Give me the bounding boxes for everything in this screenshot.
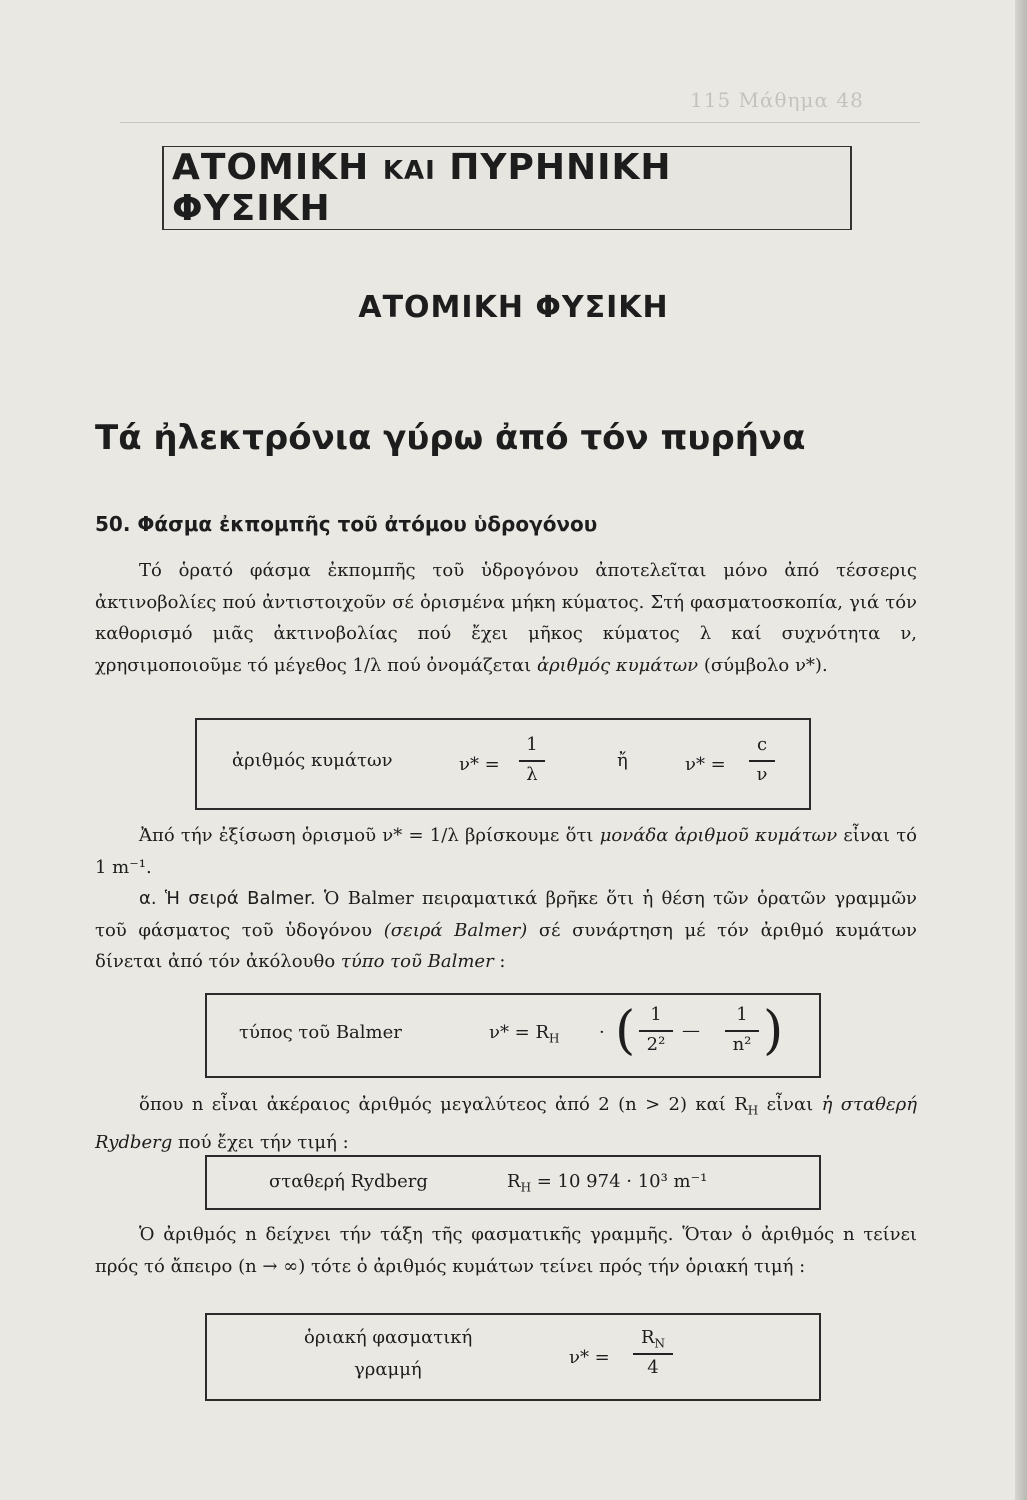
paragraph-balmer	[95, 883, 917, 978]
para1-italic: ἀριθμός κυμάτων	[536, 654, 699, 676]
wavenumber-equation-box	[195, 718, 811, 810]
paragraph-limit: Ὁ ἀριθμός n δείχνει τήν τάξη τῆς φασματικῆς γραμμῆς. Ὅταν ὁ ἀριθμός n τείνει πρός τό ἄπειρο (n → ∞) τότε ὁ ἀριθμός κυμάτων τείνει πρός τήν ὁριακή τιμή :	[95, 1224, 917, 1277]
eq1-or: ἤ	[617, 750, 628, 771]
para3-prefix: α. Ἡ σειρά Balmer.	[139, 888, 316, 909]
para1-tail: (σύμβολο ν*).	[698, 654, 828, 676]
para4-text2: εἶναι	[758, 1094, 822, 1115]
para3-tail: :	[493, 951, 506, 972]
fraction-bar	[749, 760, 775, 762]
eq2-den1: 2²	[646, 1033, 666, 1055]
fraction-bar	[519, 760, 545, 762]
balmer-equation-box	[205, 993, 821, 1078]
chapter-banner	[162, 146, 852, 230]
eq1-num1: 1	[526, 734, 538, 755]
right-paren: )	[763, 1001, 784, 1061]
eq1-fraction2	[749, 734, 775, 788]
para2-text: Ἀπό τήν ἐξίσωση ὁρισμοῦ ν* = 1/λ βρίσκουμε ὅτι	[139, 825, 600, 846]
eq4-label-line2: γραμμή	[354, 1359, 422, 1380]
para1-text: Τό ὁρατό φάσμα ἐκπομπῆς τοῦ ὑδρογόνου ἀποτελεῖται μόνο ἀπό τέσσερις ἀκτινοβολίες πού ἀντιστοιχοῦν σέ ὁρισμένα μήκη κύματος. Στή φασματοσκοπία, γιά τόν καθορισμό μιᾶς ἀκτινοβολίας πού ἔχει μῆκος κύματος λ καί συχνότητα ν, χρησιμοποιοῦμε τό μέγεθος 1/λ πού ὀνομάζεται	[95, 560, 917, 676]
subsection-title: 50. Φάσμα ἐκπομπῆς τοῦ ἀτόμου ὑδρογόνου	[95, 512, 598, 536]
eq3-value-tail: = 10 974 · 10³ m⁻¹	[531, 1171, 708, 1192]
eq2-num1: 1	[650, 1004, 662, 1025]
eq3-value	[507, 1171, 707, 1195]
eq1-lhs2: ν* =	[685, 754, 726, 775]
eq4-num-text: R	[640, 1327, 655, 1348]
para3-text: Ὁ Balmer πειραματικά βρῆκε ὅτι ἡ θέση τῶν ὁρατῶν γραμμῶν τοῦ φάσματος τοῦ ὑδογόνου	[95, 888, 917, 941]
banner-title	[164, 147, 850, 229]
paragraph-intro	[95, 555, 917, 681]
banner-title-part2: ΚΑΙ	[382, 156, 436, 186]
eq3-value-sub: H	[520, 1180, 532, 1195]
eq3-value-text: R	[507, 1171, 521, 1192]
eq2-den2: n²	[732, 1033, 752, 1055]
para4-sub: H	[747, 1103, 759, 1118]
eq1-num2: c	[756, 734, 768, 755]
eq4-num	[633, 1327, 673, 1351]
eq3-label: σταθερή Rydberg	[269, 1171, 428, 1192]
left-paren: (	[615, 1001, 636, 1061]
limit-equation-box	[205, 1313, 821, 1401]
eq1-den2: ν	[756, 763, 768, 785]
paragraph-rydberg	[95, 1089, 917, 1159]
eq2-minus: —	[682, 1020, 700, 1041]
para4-tail: πού ἔχει τήν τιμή :	[172, 1132, 349, 1154]
chapter-title: Τά ἠλεκτρόνια γύρω ἀπό τόν πυρήνα	[95, 418, 806, 458]
section-title: ΑΤΟΜΙΚΗ ΦΥΣΙΚΗ	[358, 290, 669, 325]
para3-text2: σέ συνάρτηση μέ τόν ἀριθμό κυμάτων δίνεται ἀπό τόν ἀκόλουθο	[95, 919, 917, 972]
eq1-fraction1	[519, 734, 545, 788]
page-edge	[1015, 0, 1027, 1500]
banner-title-part3: ΠΥΡΗΝΙΚΗ ΦΥΣΙΚΗ	[172, 147, 672, 229]
eq4-den: 4	[647, 1356, 659, 1378]
eq1-lhs1: ν* =	[459, 754, 500, 775]
header-rule	[120, 122, 920, 123]
eq2-lhs-sub: H	[549, 1031, 560, 1046]
para3-italic: (σειρά Balmer)	[383, 919, 528, 941]
eq4-label-line1: ὁριακή φασματική	[304, 1327, 473, 1348]
fraction-bar	[639, 1030, 673, 1032]
fraction-bar	[725, 1030, 759, 1032]
eq4-num-sub: N	[654, 1336, 666, 1351]
para4-text: ὅπου n εἶναι ἀκέραιος ἀριθμός μεγαλύτεος ἀπό 2 (n > 2) καί R	[139, 1094, 748, 1115]
eq2-lhs	[489, 1022, 560, 1046]
eq2-lhs-text: ν* = R	[489, 1022, 550, 1043]
eq1-label: ἀριθμός κυμάτων	[232, 750, 393, 771]
para2-italic: μονάδα ἀριθμοῦ κυμάτων	[599, 825, 838, 846]
banner-title-part1: ΑΤΟΜΙΚΗ	[172, 147, 383, 188]
eq4-fraction	[633, 1327, 673, 1381]
eq2-fraction1	[639, 1004, 673, 1058]
eq2-fraction2	[725, 1004, 759, 1058]
para3-italic2: τύπο τοῦ Balmer	[340, 951, 494, 972]
para2-tail: εἶναι τό 1 m⁻¹.	[95, 825, 917, 878]
eq1-den1: λ	[526, 763, 538, 785]
eq2-num2: 1	[736, 1004, 748, 1025]
eq2-label: τύπος τοῦ Balmer	[239, 1022, 402, 1043]
fraction-bar	[633, 1353, 673, 1355]
para4-italic: ἡ σταθερή Rydberg	[95, 1094, 917, 1154]
eq2-dot: ·	[599, 1022, 605, 1043]
rydberg-constant-box	[205, 1155, 821, 1210]
eq4-lhs: ν* =	[569, 1347, 610, 1368]
paragraph-unit	[95, 820, 917, 883]
bleed-through-text: 115 Μάθημα 48	[690, 88, 864, 112]
